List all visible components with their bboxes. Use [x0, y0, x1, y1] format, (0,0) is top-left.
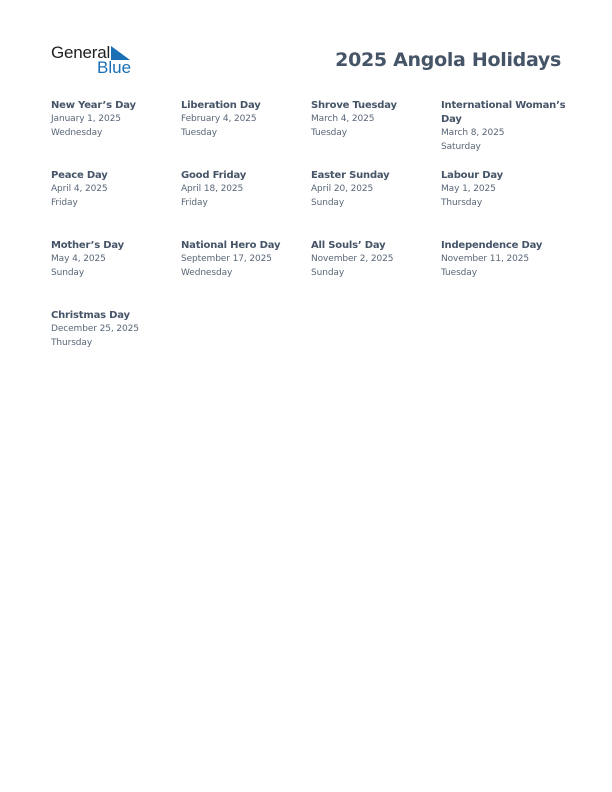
holiday-name: All Souls’ Day: [311, 240, 386, 251]
holiday-date: February 4, 2025: [181, 114, 257, 124]
holiday-weekday: Tuesday: [311, 127, 347, 138]
holiday-name: National Hero Day: [181, 240, 281, 251]
holiday-item: [51, 309, 173, 350]
holiday-name: Labour Day: [441, 170, 503, 181]
holiday-item: [181, 169, 303, 210]
holiday-name: Peace Day: [51, 170, 108, 181]
holiday-item: [51, 239, 173, 280]
holiday-date: April 4, 2025: [51, 184, 108, 194]
brand-logo: [51, 44, 141, 78]
holiday-weekday: Friday: [181, 197, 208, 208]
holiday-item: [51, 99, 173, 140]
holiday-name: Shrove Tuesday: [311, 100, 397, 111]
holiday-date: April 20, 2025: [311, 184, 374, 194]
holiday-name: New Year’s Day: [51, 100, 136, 111]
holiday-weekday: Tuesday: [181, 127, 217, 138]
holiday-weekday: Wednesday: [181, 267, 233, 278]
holiday-date: May 4, 2025: [51, 254, 106, 264]
holiday-weekday: Wednesday: [51, 127, 103, 138]
holiday-weekday: Sunday: [51, 267, 85, 278]
holiday-date: September 17, 2025: [181, 254, 272, 264]
holiday-item: [181, 99, 303, 140]
holiday-date: April 18, 2025: [181, 184, 244, 194]
holiday-weekday: Friday: [51, 197, 78, 208]
page-title: 2025 Angola Holidays: [335, 49, 561, 71]
holiday-date: December 25, 2025: [51, 324, 139, 334]
holiday-name: Christmas Day: [51, 310, 130, 321]
holiday-weekday: Sunday: [311, 197, 345, 208]
holiday-item: [51, 169, 173, 210]
holiday-name: Good Friday: [181, 170, 247, 181]
holiday-weekday: Thursday: [441, 197, 483, 208]
holiday-item: [441, 239, 563, 280]
holiday-name: Liberation Day: [181, 100, 261, 111]
holiday-name: International Woman’s Day: [441, 100, 566, 125]
holiday-item: [311, 239, 433, 280]
holiday-name: Mother’s Day: [51, 240, 124, 251]
holiday-item: [181, 239, 303, 280]
logo-text-blue: Blue: [97, 58, 132, 77]
holiday-weekday: Thursday: [51, 337, 93, 348]
holiday-item: [441, 99, 566, 154]
holiday-item: [311, 99, 433, 140]
holiday-date: November 2, 2025: [311, 254, 394, 264]
holiday-date: May 1, 2025: [441, 184, 496, 194]
holiday-date: March 8, 2025: [441, 128, 505, 138]
holiday-name: Easter Sunday: [311, 170, 390, 181]
holiday-weekday: Saturday: [441, 141, 481, 152]
holiday-item: [441, 169, 563, 210]
holiday-date: November 11, 2025: [441, 254, 530, 264]
holiday-name: Independence Day: [441, 240, 543, 251]
holiday-item: [311, 169, 433, 210]
holiday-date: January 1, 2025: [51, 114, 121, 124]
holiday-date: March 4, 2025: [311, 114, 375, 124]
holiday-weekday: Tuesday: [441, 267, 477, 278]
logo-text-general: General: [51, 43, 111, 62]
holiday-weekday: Sunday: [311, 267, 345, 278]
